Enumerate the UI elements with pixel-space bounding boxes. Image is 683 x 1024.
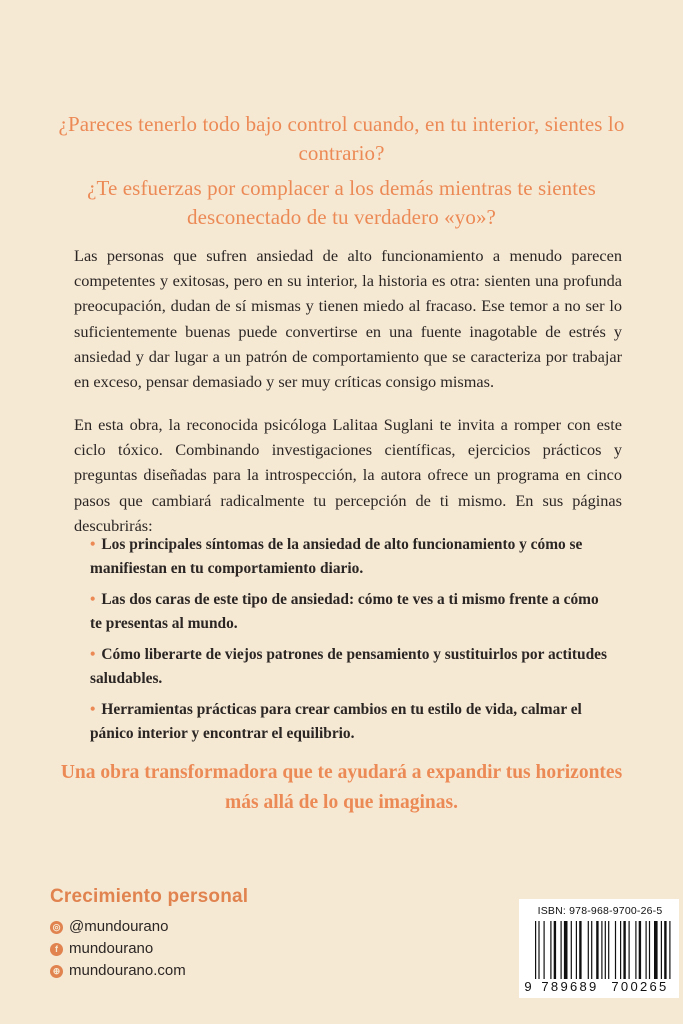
website-url: mundourano.com [69, 962, 186, 979]
barcode-bar [571, 921, 572, 979]
barcode-bar [635, 921, 636, 979]
list-item: • Los principales síntomas de la ansiedad de alto funcionamiento y cómo se manifiestan en tu comportamiento diario. [90, 536, 583, 577]
instagram-icon: ◎ [50, 921, 63, 934]
isbn-label: ISBN: 978-968-9700-26-5 [537, 905, 663, 917]
bullet-list [90, 533, 610, 753]
list-item: • Cómo liberarte de viejos patrones de pensamiento y sustituirlos por actitudes saludables. [90, 646, 607, 687]
list-item: • Herramientas prácticas para crear cambios en tu estilo de vida, calmar el pánico interior y encontrar el equilibrio. [90, 701, 582, 742]
barcode-bar [654, 921, 658, 979]
bullet-icon: • [90, 646, 96, 663]
intro-question-1: ¿Pareces tenerlo todo bajo control cuando, en tu interior, sientes lo contrario? [58, 112, 625, 165]
intro-question-2: ¿Te esfuerzas por complacer a los demás mientras te sientes desconectado de tu verdadero «yo»? [87, 176, 596, 229]
barcode-bar [550, 921, 551, 979]
barcode-bar [535, 921, 536, 979]
social-handle: mundourano [69, 940, 154, 957]
list-item: • Las dos caras de este tipo de ansiedad: cómo te ves a ti mismo frente a cómo te presentas al mundo. [90, 591, 599, 632]
barcode-bar [620, 921, 621, 979]
social-web[interactable] [50, 960, 186, 982]
bullet-icon: • [90, 701, 96, 718]
closing-statement: Una obra transformadora que te ayudará a expandir tus horizontes más allá de lo que imaginas. [60, 762, 623, 813]
barcode-bar [629, 921, 630, 979]
barcode-bar [615, 921, 616, 979]
barcode-bars [535, 921, 675, 979]
barcode-bar [605, 921, 606, 979]
barcode-bar [649, 921, 650, 979]
barcode-bar [664, 921, 666, 979]
barcode-bar [639, 921, 641, 979]
facebook-icon: f [50, 943, 63, 956]
barcode-bar [601, 921, 602, 979]
social-facebook[interactable] [50, 938, 186, 960]
barcode-digits: 9 789689 700265 [524, 979, 669, 994]
barcode-bar [588, 921, 589, 979]
barcode-bar [576, 921, 577, 979]
social-instagram[interactable] [50, 916, 186, 938]
barcode-bar [591, 921, 592, 979]
barcode [519, 899, 679, 998]
description-paragraph-2: En esta obra, la reconocida psicóloga Lalitaa Suglani te invita a romper con este ciclo tóxico. Combinando investigaciones científicas, ejercicios prácticos y preguntas diseñadas para la introspección, la autora ofrece un programa en cinco pasos que cambiará radicalmente tu percepción de ti mismo. En sus páginas descubrirás: [74, 415, 622, 535]
barcode-bar [544, 921, 545, 979]
barcode-bar [564, 921, 568, 979]
barcode-bar [623, 921, 625, 979]
social-handle: @mundourano [69, 918, 169, 935]
description-paragraph-1: Las personas que sufren ansiedad de alto funcionamiento a menudo parecen competentes y exitosas, pero en su interior, la historia es otra: sienten una profunda preocupación, dudan de sí mismas y tienen miedo al fracaso. Ese temor a no ser lo suficientemente buenas puede convertirse en una fuente inagotable de estrés y ansiedad y dar lugar a un patrón de comportamiento que se caracteriza por trabajar en exceso, pensar demasiado y ser muy críticas consigo mismas. [74, 246, 622, 392]
bullet-icon: • [90, 591, 96, 608]
barcode-bar [561, 921, 562, 979]
barcode-bar [538, 921, 539, 979]
social-links [50, 916, 186, 982]
category-label: Crecimiento personal [50, 886, 249, 907]
barcode-bar [608, 921, 609, 979]
bullet-icon: • [90, 536, 96, 553]
barcode-bar [646, 921, 647, 979]
barcode-bar [554, 921, 556, 979]
barcode-bar [661, 921, 662, 979]
web-icon: ⊕ [50, 965, 63, 978]
barcode-bar [579, 921, 581, 979]
barcode-bar [669, 921, 670, 979]
barcode-bar [596, 921, 598, 979]
